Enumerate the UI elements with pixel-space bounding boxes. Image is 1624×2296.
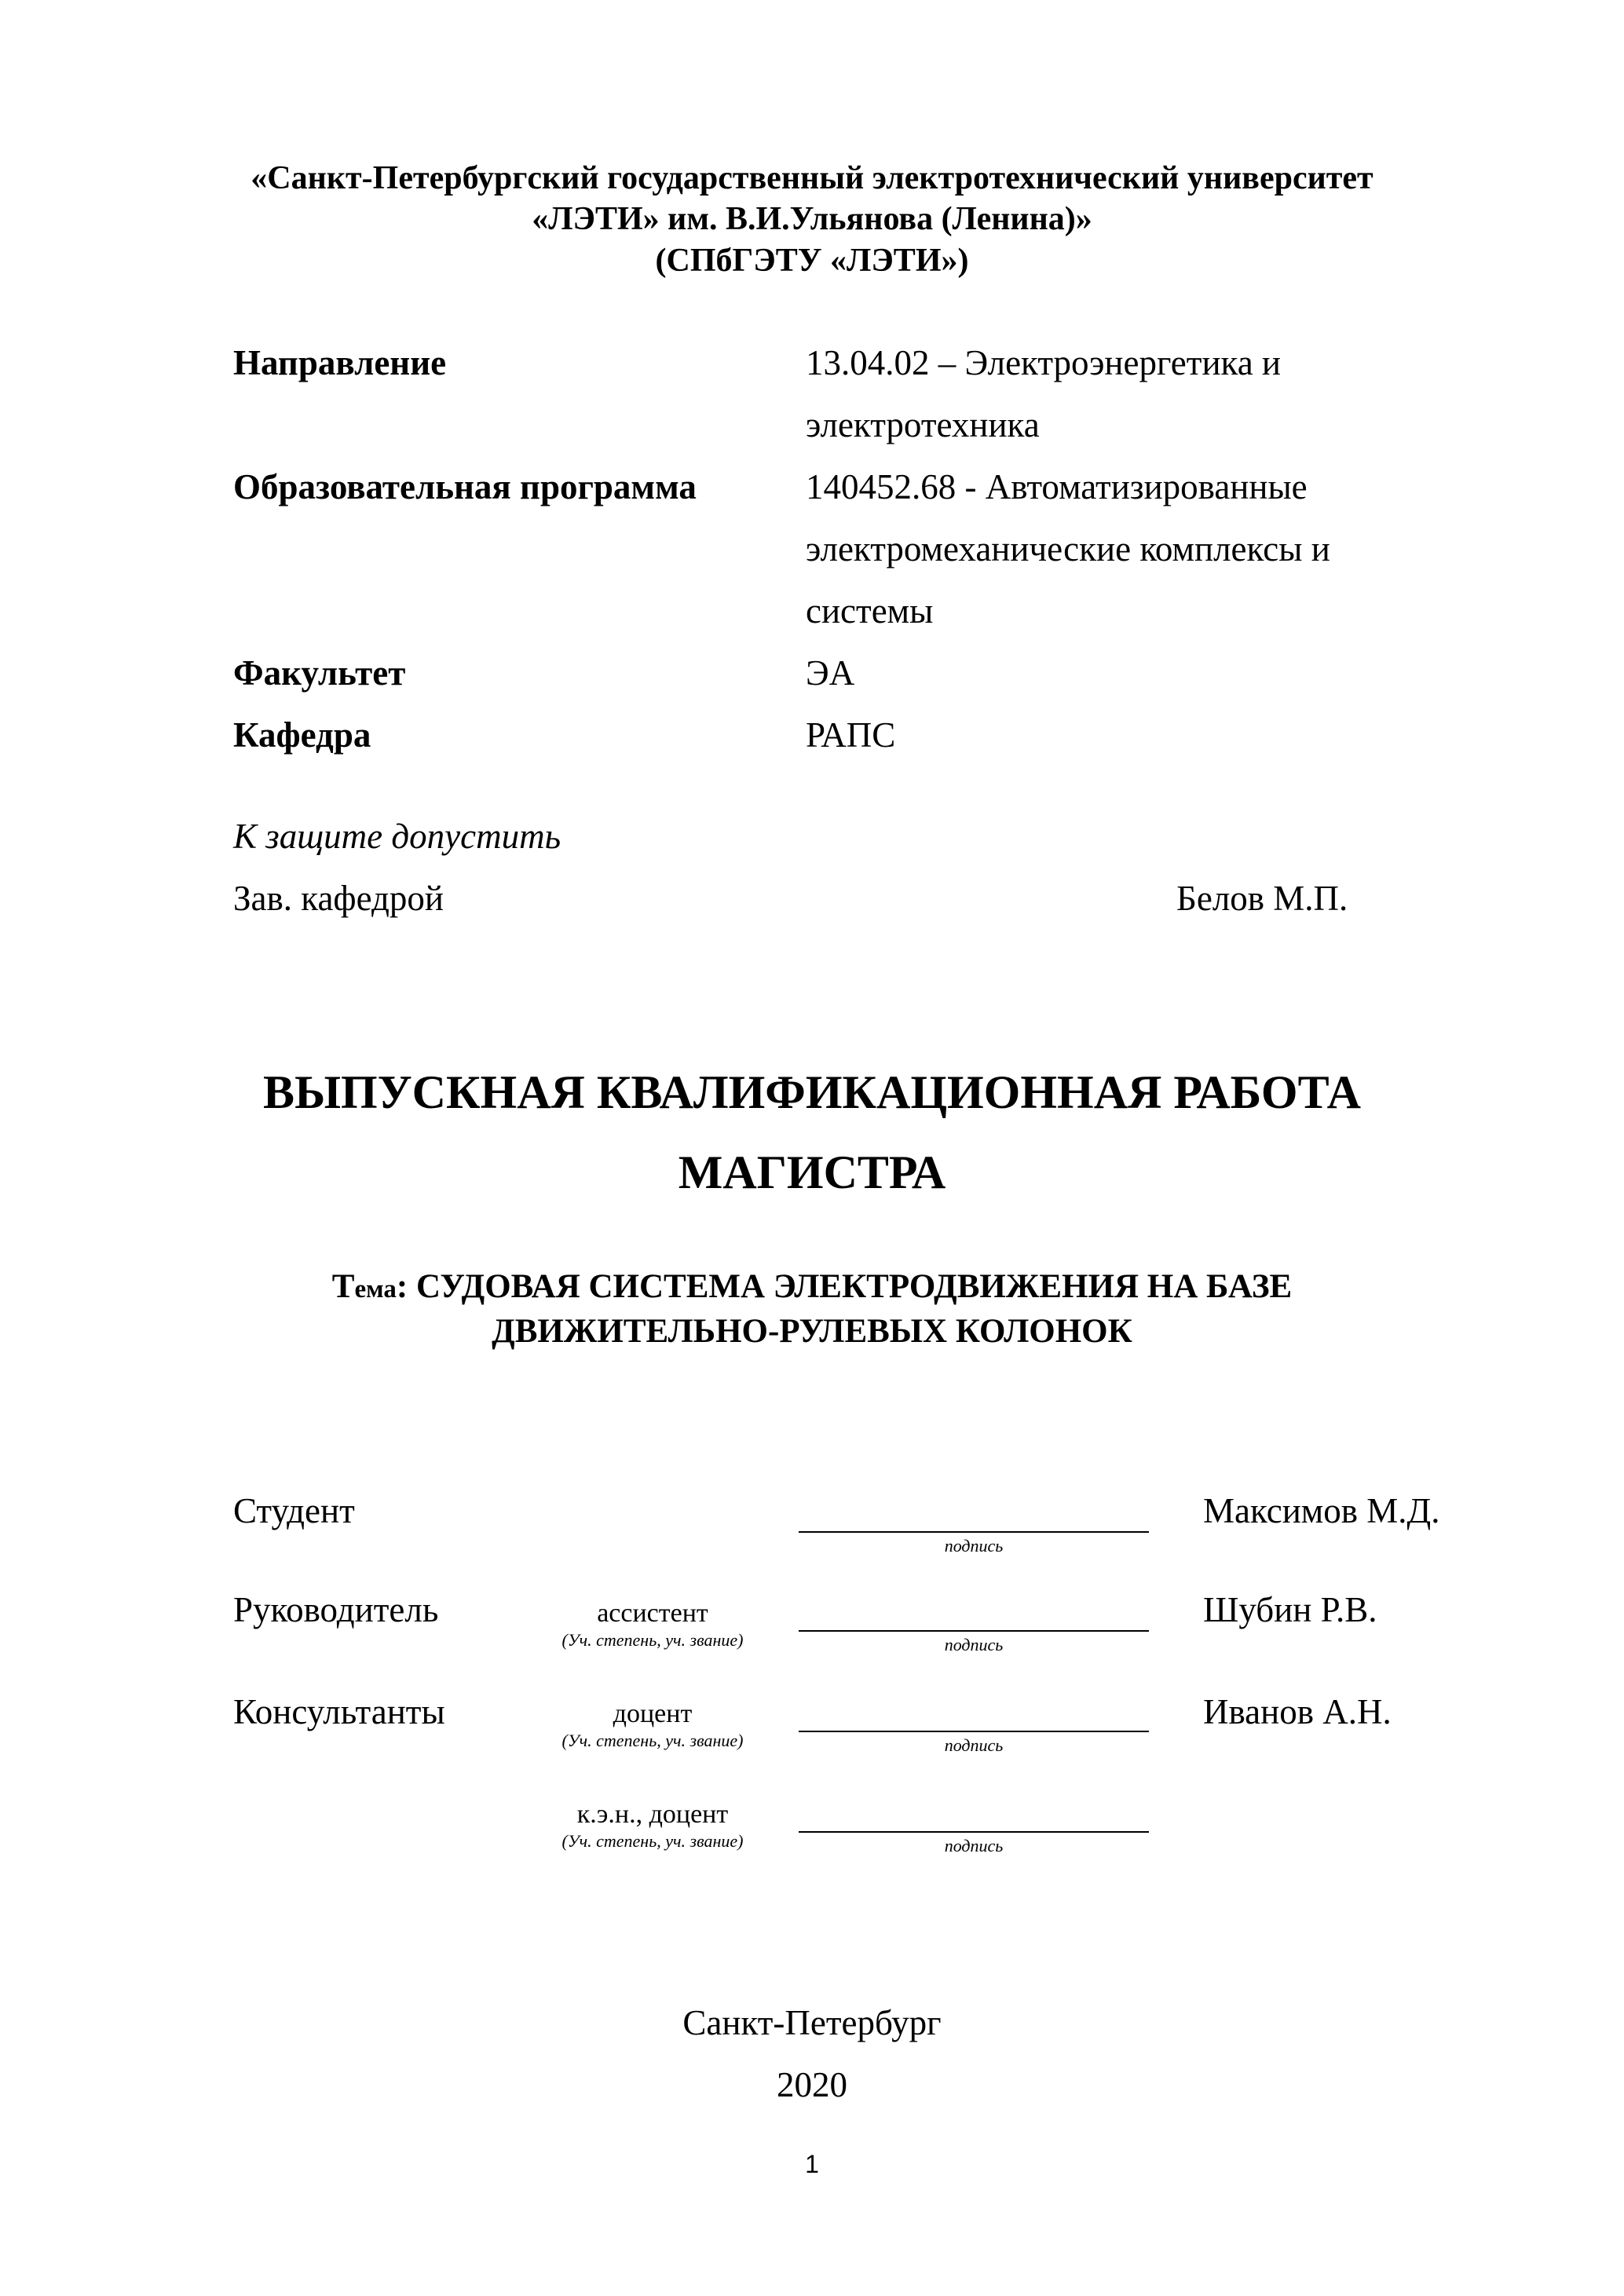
info-value-program-3: системы [806, 591, 934, 631]
consultant-2-rank: к.э.н., доцент [576, 1800, 729, 1829]
header-line-2: «ЛЭТИ» им. В.И.Ульянова (Ленина)» [532, 201, 1092, 237]
signature-caption: подпись [944, 1735, 1004, 1755]
student-name: Максимов М.Д. [1203, 1491, 1440, 1530]
role-student: Студент [233, 1491, 355, 1530]
head-of-department-name: Белов М.П. [1176, 879, 1348, 918]
topic-text-1: СУДОВАЯ СИСТЕМА ЭЛЕКТРОДВИЖЕНИЯ НА БАЗЕ [408, 1268, 1293, 1305]
info-label-faculty: Факультет [233, 653, 406, 693]
signature-caption: подпись [944, 1536, 1004, 1556]
info-value-faculty: ЭА [806, 653, 855, 693]
page-number: 1 [805, 2150, 819, 2178]
info-value-program-1: 140452.68 - Автоматизированные [806, 467, 1308, 506]
year: 2020 [777, 2065, 847, 2104]
supervisor-name: Шубин Р.В. [1203, 1590, 1377, 1629]
topic-prefix-rest: ема [354, 1275, 397, 1303]
admit-to-defense: К защите допустить [233, 817, 561, 856]
info-label-department: Кафедра [233, 715, 371, 755]
signature-line [799, 1831, 1149, 1833]
rank-caption: (Уч. степень, уч. звание) [561, 1630, 744, 1650]
topic-line-2: ДВИЖИТЕЛЬНО-РУЛЕВЫХ КОЛОНОК [492, 1313, 1132, 1350]
info-value-direction-2: электротехника [806, 405, 1040, 444]
info-label-direction: Направление [233, 343, 447, 382]
head-of-department-label: Зав. кафедрой [233, 879, 444, 918]
signature-line [799, 1630, 1149, 1632]
signature-line [799, 1731, 1149, 1732]
role-supervisor: Руководитель [233, 1590, 439, 1629]
consultant-1-rank: доцент [613, 1699, 693, 1728]
header-line-3: (СПбГЭТУ «ЛЭТИ») [655, 243, 969, 279]
signature-line [799, 1531, 1149, 1533]
info-value-department: РАПС [806, 715, 896, 755]
info-label-program: Образовательная программа [233, 467, 697, 506]
rank-caption: (Уч. степень, уч. звание) [561, 1731, 744, 1750]
supervisor-rank: ассистент [597, 1599, 708, 1628]
topic-line-1 [0, 1270, 1624, 1303]
signature-caption: подпись [944, 1836, 1004, 1855]
title-line-2: МАГИСТРА [678, 1146, 946, 1198]
title-line-1: ВЫПУСКНАЯ КВАЛИФИКАЦИОННАЯ РАБОТА [263, 1066, 1361, 1118]
city: Санкт-Петербург [682, 2003, 942, 2042]
role-consultants: Консультанты [233, 1692, 445, 1731]
rank-caption: (Уч. степень, уч. звание) [561, 1831, 744, 1851]
consultant-1-name: Иванов А.Н. [1203, 1692, 1392, 1731]
topic-colon: : [396, 1268, 408, 1305]
topic-prefix-first: Т [331, 1268, 355, 1305]
info-value-program-2: электромеханические комплексы и [806, 529, 1330, 569]
header-line-1: «Санкт-Петербургский государственный электротехнический университет [251, 160, 1373, 196]
info-value-direction-1: 13.04.02 – Электроэнергетика и [806, 343, 1282, 382]
signature-caption: подпись [944, 1635, 1004, 1654]
